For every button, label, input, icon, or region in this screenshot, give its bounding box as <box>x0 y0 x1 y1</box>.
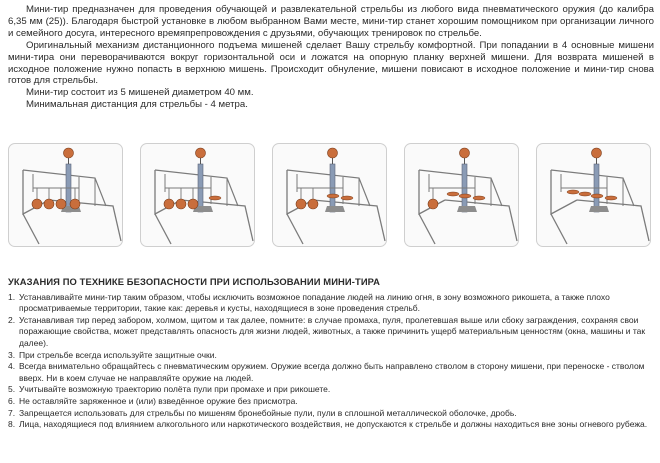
target-plate <box>44 199 54 209</box>
list-item: 4. Всегда внимательно обращайтесь с пневматическим оружием. Оружие всегда должно быть направлено стволом в сторону мишени, при переноске - стволом вверх. Ни в коем случае не направляйте оружие на людей. <box>8 361 645 383</box>
knocked-target <box>473 196 485 200</box>
target-plate <box>296 199 306 209</box>
target-plate <box>176 199 186 209</box>
illustration-frame-1 <box>8 143 123 247</box>
knocked-target <box>209 196 221 200</box>
knocked-target <box>327 194 339 198</box>
frame-rail <box>577 200 649 241</box>
list-item: 2. Устанавливая тир перед забором, холмом, щитом и так далее, помните: в случае промаха, пуля, пролетевшая выше или сбоку заграждения, сохраняя свои поражающие свойства, может представлять опасность для жизни людей, животных, а также причинить ущерб материальным ценностям (окна, машины и так далее). <box>8 314 646 348</box>
safety-list <box>8 292 656 431</box>
knocked-target <box>591 194 603 198</box>
target-plate <box>32 199 42 209</box>
knocked-target <box>341 196 353 200</box>
intro-paragraph-3: Мини-тир состоит из 5 мишеней диаметром 40 мм. <box>26 87 254 99</box>
illustration-frame-4 <box>404 143 519 247</box>
frame-rail <box>313 200 385 241</box>
intro-text <box>8 4 654 111</box>
intro-paragraph-4: Минимальная дистанция для стрельбы - 4 метра. <box>26 99 248 111</box>
target-plate <box>308 199 318 209</box>
column-base <box>457 206 477 212</box>
frame-leg <box>287 214 303 244</box>
knocked-target <box>579 192 591 196</box>
list-item: 1. Устанавливайте мини-тир таким образом, чтобы исключить возможное попадание людей на линию огня, в зону возможного рикошета, а также плохо просматриваемые территории, такие как: деревья и кусты, находящиеся в зоне проведения стрельб. <box>8 291 610 314</box>
frame-leg <box>23 214 39 244</box>
frame-leg <box>551 214 567 244</box>
reset-target <box>328 148 338 158</box>
frame-leg <box>155 214 171 244</box>
target-stand-illustration <box>9 144 122 246</box>
column-base <box>589 206 609 212</box>
intro-paragraph-1: Мини-тир предназначен для проведения обучающей и развлекательной стрельбы из любого вида пневматического оружия (до калибра 6,35 мм (25)). Благодаря быстрой установке в любом выбранном Вами месте, мини-тир станет хорошим помощником при организации личного и семейного досуга, интересного времяпрепровождения с друзьями, обучающих тренировок по стрельбе. <box>8 4 654 39</box>
target-sequence-illustrations <box>8 143 654 249</box>
target-plate <box>164 199 174 209</box>
column-base <box>325 206 345 212</box>
illustration-frame-5 <box>536 143 651 247</box>
target-plate <box>70 199 80 209</box>
target-plate <box>56 199 66 209</box>
target-stand-illustration <box>273 144 386 246</box>
reset-target <box>196 148 206 158</box>
reset-target <box>592 148 602 158</box>
list-item: 6. Не оставляйте заряженное и (или) взведённое оружие без присмотра. <box>8 395 298 406</box>
illustration-frame-2 <box>140 143 255 247</box>
safety-title: УКАЗАНИЯ ПО ТЕХНИКЕ БЕЗОПАСНОСТИ ПРИ ИСПОЛЬЗОВАНИИ МИНИ-ТИРА <box>8 276 381 287</box>
target-plate <box>428 199 438 209</box>
target-stand-illustration <box>537 144 650 246</box>
target-plate <box>188 199 198 209</box>
knocked-target <box>567 190 579 194</box>
intro-paragraph-2: Оригинальный механизм дистанционного подъема мишеней сделает Вашу стрельбу комфортной. При попадании в 4 основные мишени мини-тира они переворачиваются вокруг горизонтальной оси и ложатся на опорную планку верхней мишени. Для возврата мишеней в исходное положение нужно попасть в верхнюю мишень. Происходит обнуление, мишени повисают в исходное положение и мини-тир снова готов для стрельбы. <box>8 39 654 87</box>
reset-target <box>460 148 470 158</box>
list-item: 3. При стрельбе всегда используйте защитные очки. <box>8 349 217 360</box>
target-stand-illustration <box>405 144 518 246</box>
list-item: 5. Учитывайте возможную траекторию полёта пули при промахе и при рикошете. <box>8 384 331 395</box>
frame-leg <box>419 214 435 244</box>
target-stand-illustration <box>141 144 254 246</box>
safety-section <box>8 276 656 431</box>
knocked-target <box>605 196 617 200</box>
knocked-target <box>447 192 459 196</box>
illustration-frame-3 <box>272 143 387 247</box>
knocked-target <box>459 194 471 198</box>
list-item: 8. Лица, находящиеся под влиянием алкогольного или наркотического воздействия, не допускаются к стрельбе и должны находиться вне зоны огневого рубежа. <box>8 419 648 430</box>
list-item: 7. Запрещается использовать для стрельбы по мишеням бронебойные пули, пули в сплошной металлической оболочке, дробь. <box>8 407 517 418</box>
frame-rail <box>445 200 517 241</box>
reset-target <box>64 148 74 158</box>
